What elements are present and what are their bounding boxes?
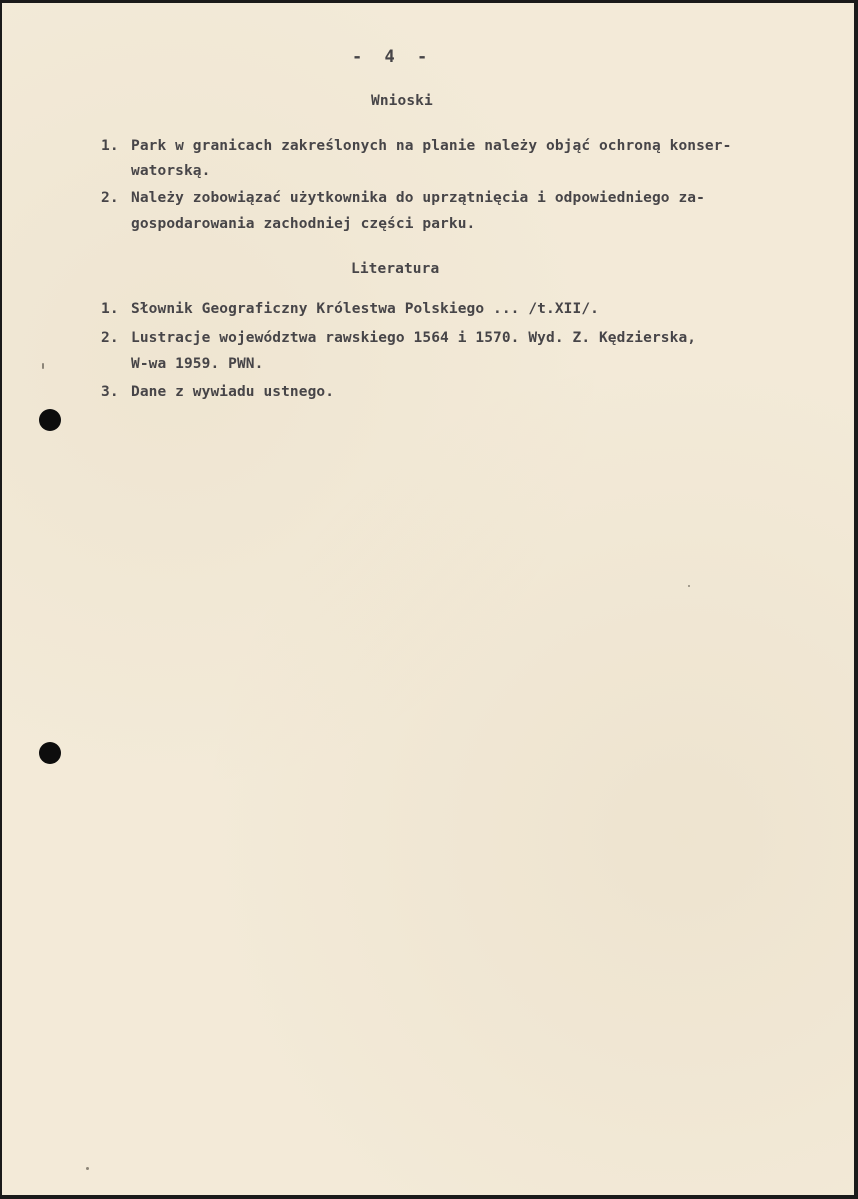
- punch-hole: [39, 742, 61, 764]
- item-line-continuation: gospodarowania zachodniej części parku.: [131, 216, 476, 232]
- section-heading-literatura: Literatura: [351, 261, 440, 277]
- page-number: - 4 -: [352, 47, 434, 67]
- item-line: Park w granicach zakreślonych na planie należy objąć ochroną konser-: [131, 138, 732, 154]
- item-number: 1.: [101, 301, 119, 317]
- punch-hole: [39, 409, 61, 431]
- item-line: Lustracje województwa rawskiego 1564 i 1570. Wyd. Z. Kędzierska,: [131, 330, 697, 346]
- item-number: 2.: [101, 330, 119, 346]
- item-number: 1.: [101, 138, 119, 154]
- document-page: [2, 3, 854, 1195]
- list-item: [101, 301, 599, 317]
- paper-speck: [86, 1167, 89, 1170]
- item-line-continuation: W-wa 1959. PWN.: [131, 356, 264, 372]
- paper-speck: [688, 585, 690, 587]
- section-heading-wnioski: Wnioski: [371, 93, 433, 109]
- item-line: Dane z wywiadu ustnego.: [131, 384, 335, 400]
- item-line-continuation: watorską.: [131, 163, 211, 179]
- item-line: Należy zobowiązać użytkownika do uprzątnięcia i odpowiedniego za-: [131, 190, 705, 206]
- list-item: [101, 384, 334, 400]
- item-number: 3.: [101, 384, 119, 400]
- list-item: [101, 138, 731, 154]
- paper-speck: [42, 363, 44, 369]
- item-number: 2.: [101, 190, 119, 206]
- item-line: Słownik Geograficzny Królestwa Polskiego ... /t.XII/.: [131, 301, 599, 317]
- list-item: [101, 190, 705, 206]
- list-item: [101, 330, 696, 346]
